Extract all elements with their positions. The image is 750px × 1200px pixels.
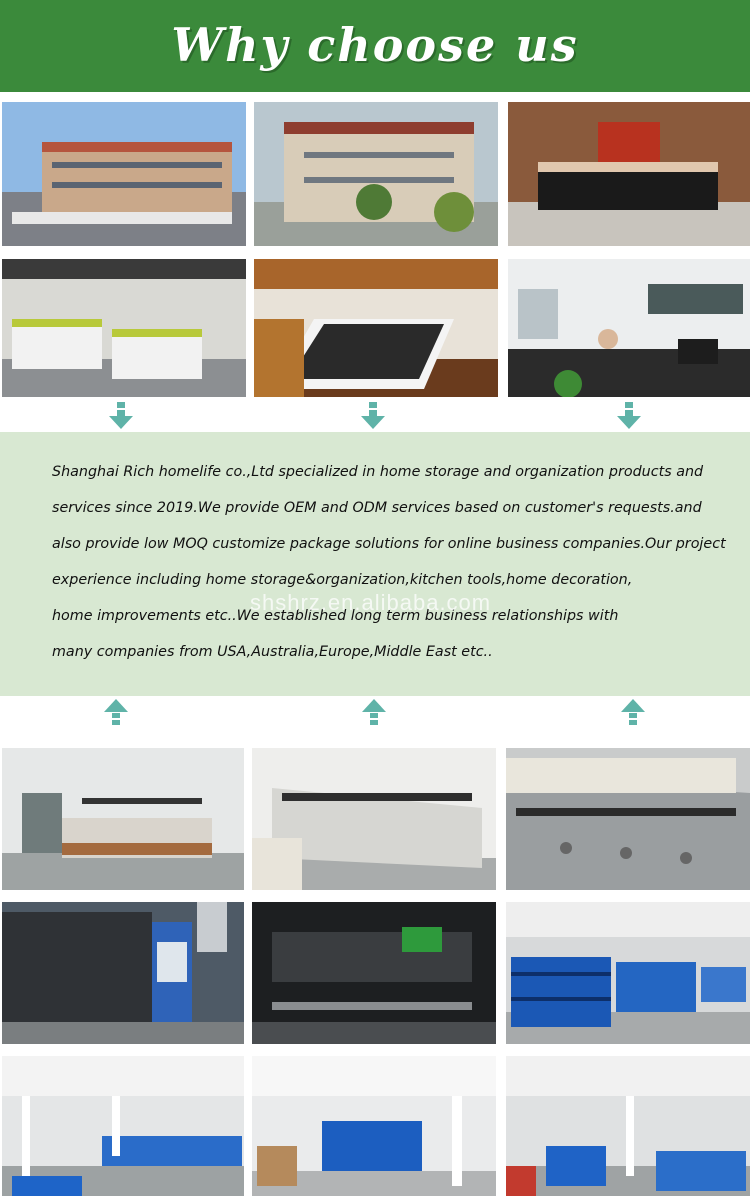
header-banner	[0, 0, 750, 92]
arrow-down-icon	[108, 402, 134, 430]
arrow-up-icon	[361, 698, 387, 726]
production-line-photo-1	[2, 748, 244, 890]
intro-line: Shanghai Rich homelife co.,Ltd specialized in home storage and organization products and	[52, 464, 704, 480]
meeting-room-photo	[254, 259, 498, 397]
factory-floor-photo-3	[506, 1056, 750, 1196]
company-intro-text	[52, 454, 742, 670]
intro-line: home improvements etc..We established long term business relationships with	[52, 608, 619, 624]
intro-line: also provide low MOQ customize package solutions for online business companies.Our project	[52, 536, 726, 552]
production-line-photo-3	[506, 748, 750, 890]
intro-line: services since 2019.We provide OEM and ODM services based on customer's requests.and	[52, 500, 702, 516]
injection-machine-photo	[2, 902, 244, 1044]
intro-line: experience including home storage&organization,kitchen tools,home decoration,	[52, 572, 633, 588]
factory-floor-photo-1	[2, 1056, 244, 1196]
warehouse-shelves-photo	[506, 902, 750, 1044]
arrow-up-icon	[103, 698, 129, 726]
banner-title: Why choose us	[171, 18, 579, 72]
arrow-down-icon	[360, 402, 386, 430]
production-line-photo-2	[252, 748, 496, 890]
arrow-up-icon	[620, 698, 646, 726]
arrow-down-icon	[616, 402, 642, 430]
machine-detail-photo	[252, 902, 496, 1044]
factory-floor-photo-2	[252, 1056, 496, 1196]
team-group-photo	[508, 102, 750, 246]
office-workstations-photo	[2, 259, 246, 397]
office-building-photo-2	[254, 102, 498, 246]
watermark: shshrz.en.alibaba.com	[250, 590, 492, 615]
intro-line: many companies from USA,Australia,Europe,Middle East etc..	[52, 644, 493, 660]
office-staff-photo	[508, 259, 750, 397]
company-intro-box	[0, 432, 750, 696]
office-building-photo-1	[2, 102, 246, 246]
